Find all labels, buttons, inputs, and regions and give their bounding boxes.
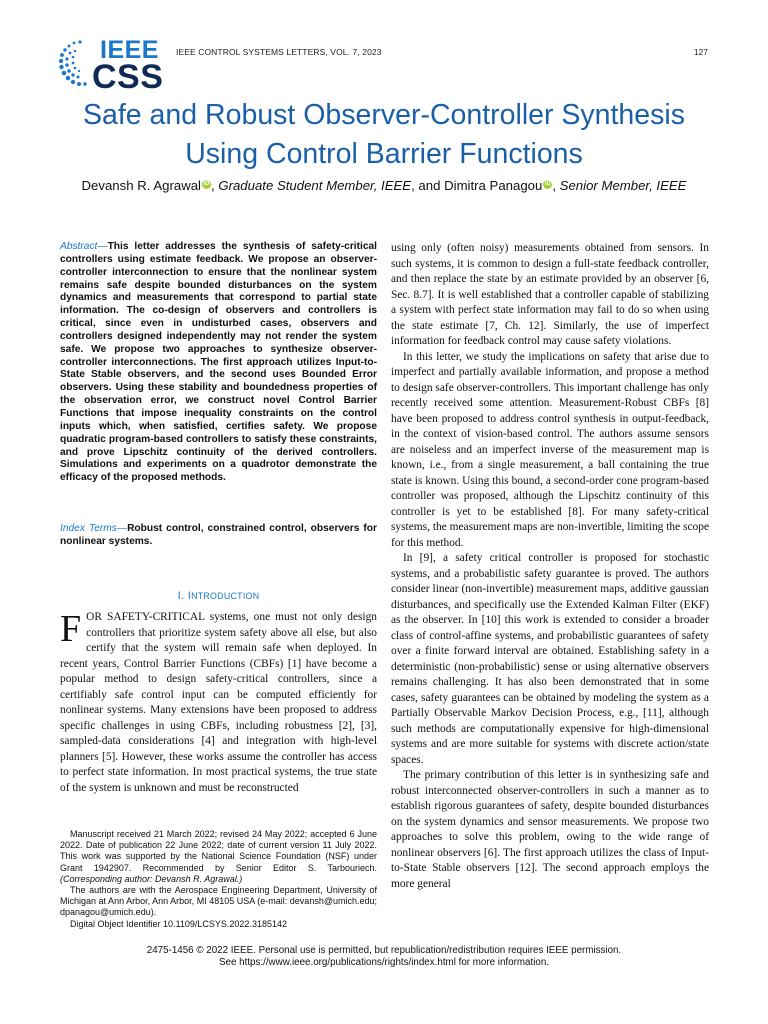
- copyright-notice: [40, 945, 728, 969]
- intro-smallcaps: OR SAFETY-CRITICAL: [86, 611, 205, 623]
- abstract-text: This letter addresses the synthesis of safety-critical controllers using estimate feedback. We propose an observer-controller interconnection to ensure that the nonlinear system remains safe despite bounded disturbances on the system dynamics and measurements that correspond to partial state information. The co-design of observers and controllers is critical, since even in undisturbed cases, observers and controllers designed independently may not render the system safe. We propose two approaches to synthesize observer-controller interconnections. The first approach utilizes Input-to-State Stable observers, and the second uses Bounded Error observers. Using these stability and boundedness properties of the observation error, we construct novel Control Barrier Functions that impose inequality constraints on the control inputs which, when satisfied, certifies safety. We propose quadratic program-based controllers to satisfy these constraints, and prove Lipschitz continuity of the derived controllers. Simulations and experiments on a quadrotor demonstrate the efficacy of the proposed methods.: [60, 241, 377, 484]
- right-paragraph-4: The primary contribution of this letter is in synthesizing safe and robust interconnected observer-controllers in such a manner as to establish rigorous guarantees of safety, despite bounded disturbances on the system dynamics and sensor measurements. We propose two approaches to solve this problem, owing to the wide range of nonlinear observers [6]. The first approach utilizes the class of Input-to-State Stable observers [12]. The second approach employs the more general: [391, 769, 709, 890]
- right-paragraph-2: In this letter, we study the implications on safety that arise due to imperfect and partially available information, and propose a method to design safe observer-controllers. This important challenge has only recently received some attention. Measurement-Robust CBFs [8] have been proposed to address control synthesis in output-feedback, in the context of vision-based control. The authors assume sensors are noiseless and an imperfect inverse of the measurement map is known, i.e., from a single measurement, a ball containing the true state is known. Using this bound, a second-order cone program-based controller was proposed, although the Lipschitz continuity of this controller is yet to be established [8]. For many safety-critical systems, the measurement maps are non-invertible, limiting the scope for this method.: [391, 350, 709, 549]
- intro-text: systems, one must not only design controllers that prioritize system safety above all else, but also certify that the system will remain safe when deployed. In recent years, Control Barrier Functions (CBFs) [1] have become a popular method to design safety-critical controllers, since a certifiably safe control input can be computed efficiently for nonlinear systems. Many extensions have been proposed to address specific challenges in using CBFs, including robustness [2], [3], sampled-data considerations [4] and integration with high-level planners [5]. However, these works assume the controller has access to perfect state information. In most practical systems, the true state of the system is unknown and must be reconstructed: [60, 611, 377, 794]
- paper-title-line-2: Using Control Barrier Functions: [185, 138, 583, 170]
- manuscript-footnote: [60, 829, 377, 930]
- right-paragraph-3: In [9], a safety critical controller is proposed for stochastic systems, and a probabilistic safety guarantee is proved. The authors consider linear (non-invertible) measurement maps, additive gaussian disturbances, and specifically use the Extended Kalman Filter (EKF) as the observer. In [10] this work is extended to consider a broader class of control-affine systems, and probabilistic guarantees of safety over a finite forward interval are obtained. Establishing safety in a deterministic (non-probabilistic) sense or using alternative observers remains challenging. It has also been demonstrated that in some cases, safety guarantees can be obtained by modeling the system as a Partially Observable Markov Decision Process, e.g., [11], although such methods are computationally expensive for high-dimensional systems and are more suitable for systems with discrete action/state spaces.: [391, 552, 709, 766]
- copyright-line-2[interactable]: See https://www.ieee.org/publications/rights/index.html for more information.: [219, 957, 549, 968]
- footnote-manuscript-info: [60, 829, 377, 885]
- ieee-css-logo: [58, 36, 178, 94]
- paper-title-line-1: Safe and Robust Observer-Controller Synthesis: [83, 99, 685, 131]
- footnote-p1-text: Manuscript received 21 March 2022; revised 24 May 2022; accepted 6 June 2022. Date of publication 22 June 2022; date of current version 11 July 2022. This work was supported by the National Science Foundation (NSF) under Grant 1942907. Recommended by Senior Editor S. Tarbouriech.: [60, 829, 377, 873]
- section-number: I.: [177, 590, 188, 602]
- running-head: IEEE CONTROL SYSTEMS LETTERS, VOL. 7, 2023: [176, 47, 382, 57]
- copyright-line-1: 2475-1456 © 2022 IEEE. Personal use is permitted, but republication/redistribution requires IEEE permission.: [146, 945, 622, 956]
- author-line: Devansh R. Agrawal iD , Graduate Student Member, IEEE, and Dimitra Panagou iD , Senior Member, IEEE: [81, 178, 687, 193]
- section-heading-introduction: [60, 590, 377, 602]
- introduction-paragraph: [60, 610, 377, 796]
- author-1-role: Graduate Student Member, IEEE: [218, 178, 412, 193]
- author-2-role: Senior Member, IEEE: [559, 178, 687, 193]
- section-first-letter: I: [187, 590, 192, 602]
- section-title-rest: NTRODUCTION: [191, 591, 260, 601]
- index-terms-text: Robust control, constrained control, observers for nonlinear systems.: [60, 523, 377, 547]
- orcid-icon[interactable]: iD: [203, 181, 210, 187]
- footnote-affiliation: The authors are with the Aerospace Engineering Department, University of Michigan at Ann Arbor, Ann Arbor, MI 48105 USA (e-mail: devansh@umich.edu; dpanagou@umich.edu).: [60, 885, 377, 918]
- author-2-name: Dimitra Panagou: [444, 178, 543, 193]
- right-paragraph-1: using only (often noisy) measurements obtained from sensors. In such systems, it is common to design a full-state feedback controller, and then replace the state by an estimate provided by an observer [6, Sec. 8.7]. It is well established that a controller capable of stabilizing a system with perfect state information may fail to do so when using the state estimate [7, Ch. 12]. Similarly, the use of imperfect information for feedback control may cause safety violations.: [391, 242, 709, 347]
- orcid-icon[interactable]: iD: [544, 181, 551, 187]
- footnote-doi: Digital Object Identifier 10.1109/LCSYS.2022.3185142: [70, 918, 287, 929]
- author-connector: , and: [411, 178, 445, 193]
- page-number: 127: [693, 47, 708, 57]
- index-terms-label: Index Terms—: [60, 523, 128, 534]
- index-terms: [60, 523, 377, 549]
- right-column: [391, 241, 709, 892]
- logo-ieee-text: IEEE: [100, 36, 159, 64]
- author-1-name: Devansh R. Agrawal: [81, 178, 201, 193]
- corresponding-author: (Corresponding author: Devansh R. Agrawal.): [60, 873, 243, 884]
- abstract-label: Abstract—: [60, 241, 108, 252]
- abstract: [60, 241, 377, 485]
- logo-css-text: CSS: [92, 58, 164, 96]
- drop-cap: F: [60, 608, 82, 650]
